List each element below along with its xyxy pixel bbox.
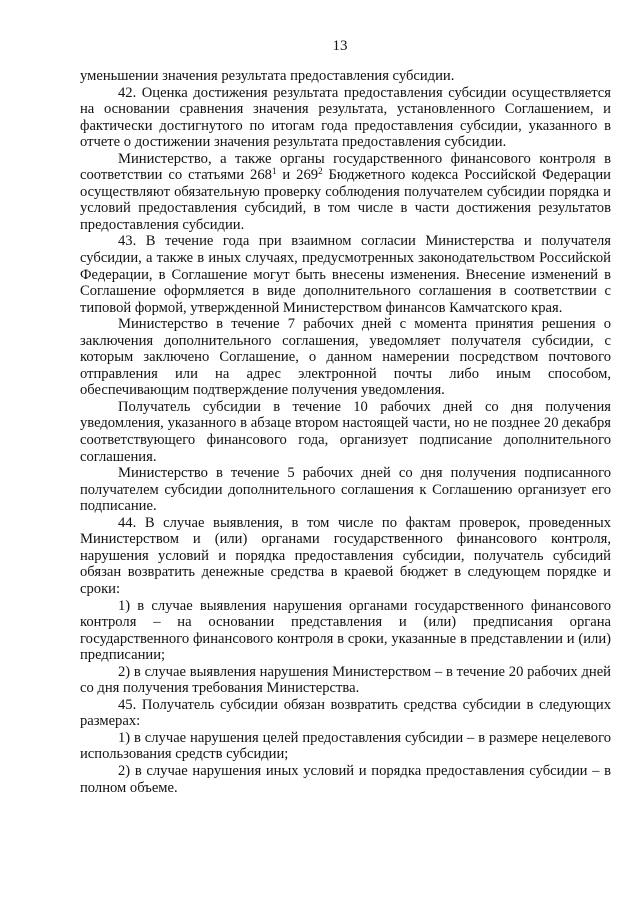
paragraph-notification: Министерство в течение 7 рабочих дней с момента принятия решения о заключения дополнительного соглашения, уведомляет получателя субсидии, с которым заключено Соглашение, о данном намерении посредством почтового отправления или на адрес электронной почты либо иным способом, обеспечивающим подтверждение получения уведомления.	[80, 316, 611, 399]
paragraph-ministry-control	[80, 151, 611, 234]
page-number: 13	[332, 38, 348, 54]
paragraph-44-sub-2: 2) в случае выявления нарушения Министерством – в течение 20 рабочих дней со дня получения требования Министерства.	[80, 663, 611, 697]
paragraph-45-sub-2: 2) в случае нарушения иных условий и порядка предоставления субсидии – в полном объеме.	[80, 762, 611, 796]
paragraph-text-part: Бюджетного кодекса Российской Федерации осуществляют обязательную проверку соблюдения получателем субсидии порядка и условий предоставления субсидий, в том числе в части достижения результатов предоставления субсидии.	[80, 167, 611, 233]
paragraph-text-part: и 269	[276, 167, 319, 184]
paragraph-text-part: Министерство, а также органы государственного финансового контроля в соответствии со статьями 268	[80, 150, 611, 184]
paragraph-45-sub-1: 1) в случае нарушения целей предоставления субсидии – в размере нецелевого использования средств субсидии;	[80, 729, 611, 763]
superscript-1: 1	[271, 166, 277, 177]
paragraph-continuation: уменьшении значения результата предоставления субсидии.	[80, 68, 455, 84]
document-body	[80, 68, 611, 796]
paragraph-recipient-signing: Получатель субсидии в течение 10 рабочих дней со дня получения уведомления, указанного в абзаце втором настоящей части, но не позднее 20 декабря соответствующего финансового года, организует подписание дополнительного соглашения.	[80, 398, 611, 465]
paragraph-item-44: 44. В случае выявления, в том числе по фактам проверок, проведенных Министерством и (или) органами государственного финансового контроля, нарушения условий и порядка предоставления субсидии, получатель субсидий обязан возвратить денежные средства в краевой бюджет в следующем порядке и сроки:	[80, 514, 611, 597]
superscript-2: 2	[318, 166, 323, 177]
paragraph-item-43: 43. В течение года при взаимном согласии Министерства и получателя субсидии, а также в иных случаях, предусмотренных законодательством Российской Федерации, в Соглашение могут быть внесены изменения. Внесение изменений в Соглашение оформляется в виде дополнительного соглашения в соответствии с типовой формой, утвержденной Министерством финансов Камчатского края.	[80, 233, 611, 316]
paragraph-ministry-signing: Министерство в течение 5 рабочих дней со дня получения подписанного получателем субсидии дополнительного соглашения к Соглашению организует его подписание.	[80, 465, 611, 515]
paragraph-44-sub-1: 1) в случае выявления нарушения органами государственного финансового контроля – на основании представления и (или) предписания органа государственного финансового контроля в сроки, указанные в представлении и (или) предписании;	[80, 597, 611, 664]
paragraph-item-45: 45. Получатель субсидии обязан возвратить средства субсидии в следующих размерах:	[80, 696, 611, 730]
paragraph-item-42: 42. Оценка достижения результата предоставления субсидии осуществляется на основании сравнения значения результата, установленного Соглашением, и фактически достигнутого по итогам года предоставления субсидии, указанного в отчете о достижении значения результата предоставления субсидии.	[80, 84, 611, 151]
